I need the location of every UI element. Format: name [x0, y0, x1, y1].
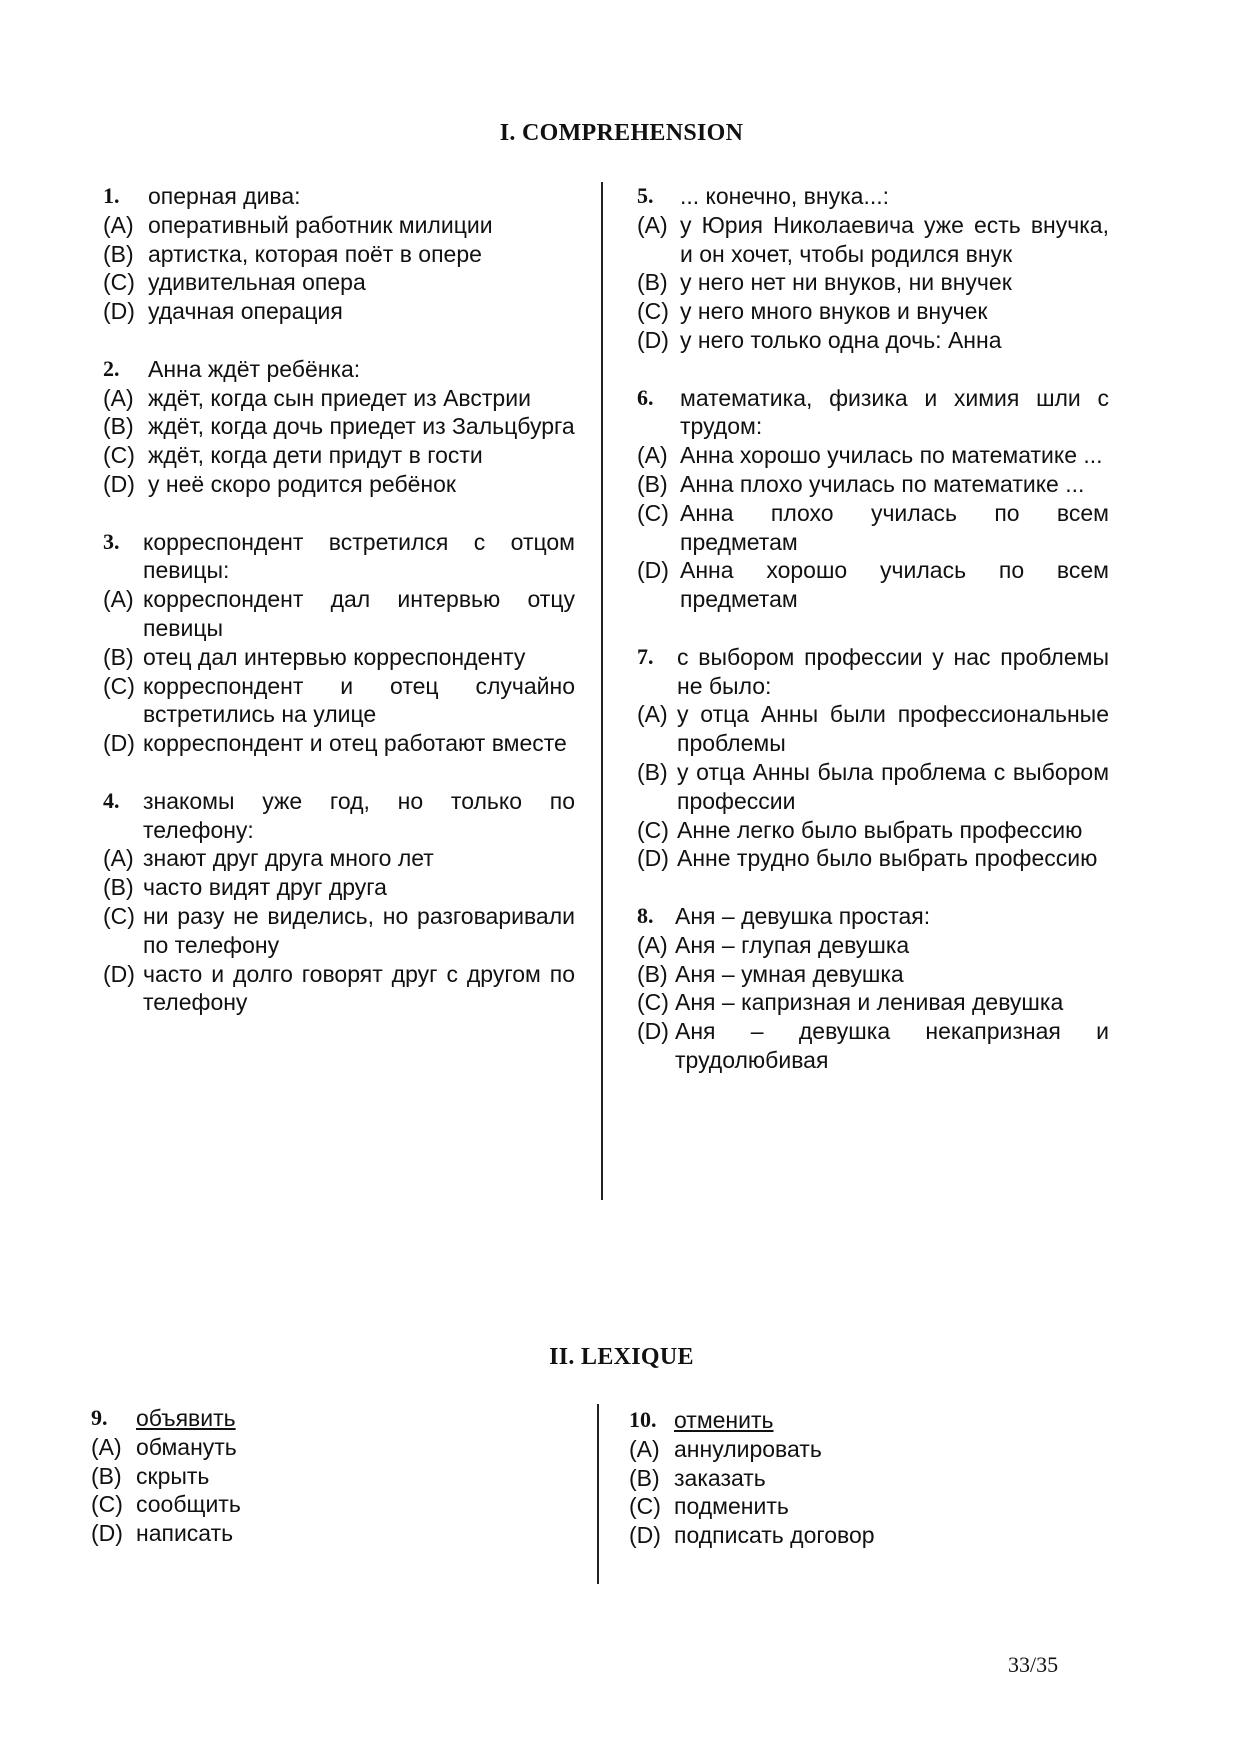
option-text: у отца Анны была проблема с выбором профессии [677, 758, 1109, 814]
option-text: удачная операция [148, 298, 343, 325]
section-2-title: II. LEXIQUE [549, 1344, 694, 1370]
question-number: 2. [103, 355, 120, 381]
option-text: подменить [674, 1493, 789, 1520]
option-text: ждёт, когда дети придут в гости [148, 442, 483, 469]
question-3 [103, 528, 575, 758]
option-letter: (D) [637, 845, 669, 872]
option-text: у Юрия Николаевича уже есть внучка, и он хочет, чтобы родился внук [680, 211, 1109, 267]
option-text: Аня – капризная и ленивая девушка [675, 989, 1064, 1016]
question-7 [637, 643, 1109, 873]
option-letter: (B) [637, 470, 668, 497]
option-text: Анна плохо училась по всем предметам [680, 499, 1109, 555]
option-letter: (D) [103, 470, 135, 497]
option-text: аннулировать [674, 1435, 822, 1462]
option-text: Анне трудно было выбрать профессию [677, 845, 1098, 872]
option-letter: (A) [103, 211, 134, 238]
option-text: ни разу не виделись, но разговаривали по телефону [143, 902, 575, 958]
option-text: у него много внуков и внучек [680, 298, 988, 325]
option-text: Аня – умная девушка [675, 960, 904, 987]
question-prompt: с выбором профессии у нас проблемы не было: [677, 643, 1109, 699]
question-4 [103, 787, 575, 1017]
question-prompt: объявить [136, 1405, 236, 1431]
question-number: 8. [637, 902, 654, 928]
option-text: у него нет ни внуков, ни внучек [680, 269, 1012, 296]
option-text: знают друг друга много лет [143, 845, 434, 872]
question-prompt: Аня – девушка простая: [675, 902, 931, 929]
option-text: корреспондент и отец работают вместе [143, 730, 567, 757]
option-letter: (D) [637, 1018, 669, 1045]
option-letter: (A) [103, 586, 134, 613]
option-letter: (C) [103, 442, 135, 469]
section-2-right-column [629, 1406, 1109, 1579]
option-letter: (A) [103, 384, 134, 411]
option-text: Анна плохо училась по математике ... [680, 470, 1085, 497]
option-letter: (D) [629, 1522, 661, 1549]
question-5 [637, 182, 1109, 355]
option-letter: (B) [103, 643, 134, 670]
option-text: у отца Анны были профессиональные проблемы [677, 701, 1109, 757]
option-text: обмануть [136, 1433, 237, 1460]
option-text: заказать [674, 1464, 766, 1491]
option-text: часто видят друг друга [143, 874, 387, 901]
option-letter: (C) [91, 1491, 123, 1518]
question-8 [637, 902, 1109, 1075]
question-number: 7. [637, 643, 654, 669]
option-letter: (D) [637, 326, 669, 353]
option-letter: (D) [103, 730, 135, 757]
option-letter: (B) [103, 874, 134, 901]
option-text: у неё скоро родится ребёнок [148, 470, 456, 497]
option-text: ждёт, когда дочь приедет из Зальцбурга [148, 413, 575, 440]
question-prompt: ... конечно, внука...: [680, 183, 889, 209]
question-prompt: математика, физика и химия шли с трудом: [680, 384, 1109, 440]
option-letter: (C) [637, 298, 669, 325]
option-text: Анна хорошо училась по всем предметам [680, 557, 1109, 613]
option-letter: (A) [103, 845, 134, 872]
option-text: корреспондент дал интервью отцу певицы [143, 586, 575, 641]
option-letter: (B) [91, 1462, 122, 1489]
option-text: скрыть [136, 1462, 210, 1489]
option-text: Анна хорошо училась по математике ... [680, 442, 1103, 469]
option-text: подписать договор [674, 1522, 875, 1549]
question-number: 10. [629, 1407, 657, 1432]
question-prompt: оперная дива: [148, 183, 301, 209]
option-letter: (B) [103, 240, 134, 267]
option-letter: (D) [103, 960, 135, 987]
question-prompt: корреспондент встретился с отцом певицы: [143, 528, 575, 584]
question-number: 4. [103, 787, 120, 813]
option-letter: (D) [91, 1520, 123, 1547]
option-letter: (B) [629, 1464, 660, 1491]
option-letter: (C) [629, 1493, 661, 1520]
column-divider [601, 182, 603, 1200]
option-text: удивительная опера [148, 269, 366, 296]
question-2 [103, 355, 575, 499]
option-text: ждёт, когда сын приедет из Австрии [148, 384, 531, 411]
option-letter: (A) [637, 211, 668, 238]
option-letter: (C) [637, 989, 669, 1016]
option-letter: (C) [103, 672, 135, 699]
question-prompt: отменить [674, 1407, 774, 1433]
option-letter: (C) [103, 902, 135, 929]
section-1-title: I. COMPREHENSION [499, 120, 744, 146]
option-text: Аня – девушка некапризная и трудолюбивая [675, 1018, 1109, 1073]
option-letter: (D) [103, 298, 135, 325]
option-letter: (B) [103, 413, 134, 440]
question-10 [629, 1406, 1109, 1550]
option-letter: (A) [637, 931, 668, 958]
question-number: 5. [637, 183, 654, 208]
question-prompt: Анна ждёт ребёнка: [148, 355, 361, 382]
option-letter: (B) [637, 269, 668, 296]
option-letter: (A) [637, 701, 668, 728]
option-letter: (C) [637, 816, 669, 843]
option-letter: (C) [103, 269, 135, 296]
option-text: корреспондент и отец случайно встретились на улице [143, 672, 575, 728]
question-prompt: знакомы уже год, но только по телефону: [143, 787, 575, 843]
option-text: у него только одна дочь: Анна [680, 326, 1002, 353]
question-number: 1. [103, 183, 120, 208]
question-number: 6. [637, 384, 654, 410]
option-letter: (C) [637, 499, 669, 526]
question-number: 3. [103, 528, 120, 554]
question-9 [91, 1404, 571, 1548]
option-letter: (A) [91, 1433, 122, 1460]
option-text: оперативный работник милиции [148, 211, 493, 238]
section-1-left-column [103, 182, 575, 1046]
section-1-right-column [637, 182, 1109, 1104]
option-letter: (D) [637, 557, 669, 584]
option-text: отец дал интервью корреспонденту [143, 643, 526, 670]
option-text: сообщить [136, 1491, 241, 1518]
question-number: 9. [91, 1405, 108, 1430]
page-number: 33/35 [1008, 1652, 1059, 1677]
option-text: артистка, которая поёт в опере [148, 240, 482, 267]
option-letter: (A) [629, 1435, 660, 1462]
option-letter: (B) [637, 758, 668, 785]
column-divider [597, 1404, 599, 1584]
question-1 [103, 182, 575, 326]
option-text: Анне легко было выбрать профессию [677, 816, 1083, 843]
option-text: написать [136, 1520, 234, 1547]
option-text: часто и долго говорят друг с другом по телефону [143, 960, 575, 1016]
option-letter: (A) [637, 442, 668, 469]
question-6 [637, 384, 1109, 614]
option-text: Аня – глупая девушка [675, 931, 910, 958]
option-letter: (B) [637, 960, 668, 987]
section-2-left-column [91, 1404, 571, 1577]
